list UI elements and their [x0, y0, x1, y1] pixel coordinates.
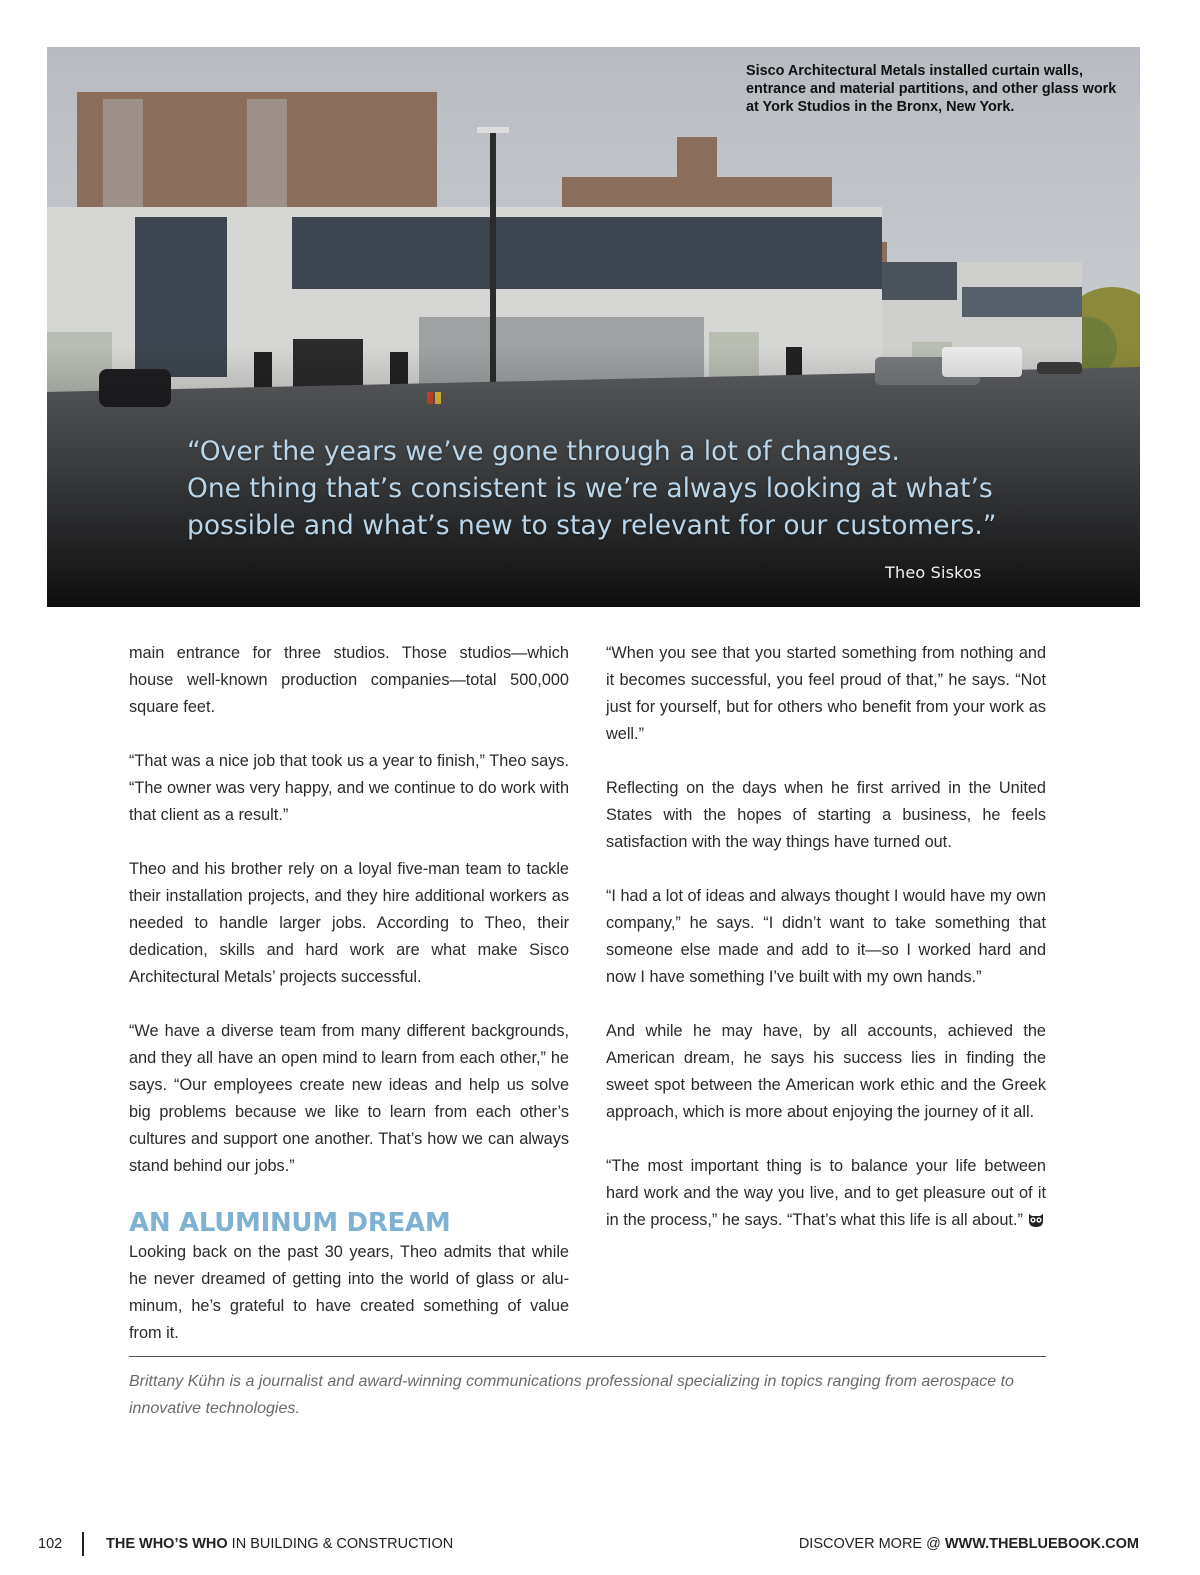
- photo-caption: Sisco Architectural Metals installed curtain walls, entrance and material partitions, and other glass work at York Studios in the Bronx, New York.: [746, 63, 1117, 115]
- pull-quote-line: “Over the years we’ve gone through a lot of changes.: [187, 436, 900, 467]
- paragraph: “When you see that you started something from nothing and it becomes successful, you feel proud of that,” he says. “Not just for yourself, but for others who benefit from your work as well.”: [606, 644, 1046, 743]
- article-right-column: [606, 640, 1046, 1264]
- website-url: WWW.THEBLUEBOOK.COM: [944, 1536, 1139, 1552]
- bio-divider: [129, 1356, 1046, 1357]
- paragraph: Looking back on the past 30 years, Theo admits that while he never dreamed of getting into the world of glass or aluminum, he’s grateful to have created something of value from it.: [129, 1243, 569, 1342]
- paragraph: main entrance for three studios. Those studios—which house well-known production companies—total 500,000 square feet.: [129, 644, 569, 716]
- section-heading: AN ALUMINUM DREAM: [129, 1208, 451, 1238]
- paragraph: Theo and his brother rely on a loyal five-man team to tackle their installation projects, and they hire additional workers as needed to handle larger jobs. According to Theo, their dedication, skills and hard work are what make Sisco Architectural Metals’ projects successful.: [129, 860, 569, 986]
- discover-more-link[interactable]: [799, 1536, 1139, 1552]
- closing-paragraph: [606, 1153, 1046, 1237]
- pull-quote-line: possible and what’s new to stay relevant for our customers.”: [187, 510, 997, 541]
- author-bio: Brittany Kühn is a journalist and award-winning communications professional specializing in topics ranging from aerospace to innovative technologies.: [129, 1373, 1014, 1417]
- hero-photo: [47, 47, 1140, 607]
- paragraph: “That was a nice job that took us a year to finish,” Theo says. “The owner was very happy, and we continue to do work with that client as a result.”: [129, 752, 569, 824]
- paragraph-text: “The most important thing is to balance your life between hard work and the way you live, and to get pleasure out of it in the process,” he says. “That’s what this life is all about.”: [606, 1157, 1046, 1229]
- paragraph: “We have a diverse team from many different backgrounds, and they all have an open mind to learn from each other,” he says. “Our employees create new ideas and help us solve big problems because we like to learn from each other’s cultures and support one another. That’s how we can always stand behind our jobs.”: [129, 1022, 569, 1175]
- owl-icon: [1027, 1210, 1045, 1237]
- article-left-column: [129, 640, 569, 1374]
- quote-attribution: Theo Siskos: [885, 563, 982, 582]
- pull-quote: [187, 433, 1007, 544]
- publication-title: [106, 1536, 453, 1552]
- paragraph: “I had a lot of ideas and always thought I would have my own company,” he says. “I didn’t want to take something that someone else made and add to it—so I worked hard and now I have something I’ve built with my own hands.”: [606, 887, 1046, 986]
- publication-title-rest: IN BUILDING & CONSTRUCTION: [227, 1536, 454, 1552]
- publication-title-bold: THE WHO’S WHO: [106, 1536, 228, 1552]
- page-footer: [0, 1530, 1200, 1560]
- footer-divider: [82, 1532, 84, 1556]
- discover-prefix: DISCOVER MORE @: [798, 1536, 945, 1552]
- page-number: 102: [38, 1536, 63, 1552]
- paragraph: And while he may have, by all accounts, achieved the American dream, he says his success lies in finding the sweet spot between the American work ethic and the Greek approach, which is more about enjoying the journey of it all.: [606, 1022, 1046, 1121]
- pull-quote-line: One thing that’s consistent is we’re always looking at what’s: [187, 473, 993, 504]
- paragraph: Reflecting on the days when he first arrived in the United States with the hopes of starting a business, he feels satisfaction with the way things have turned out.: [606, 779, 1046, 851]
